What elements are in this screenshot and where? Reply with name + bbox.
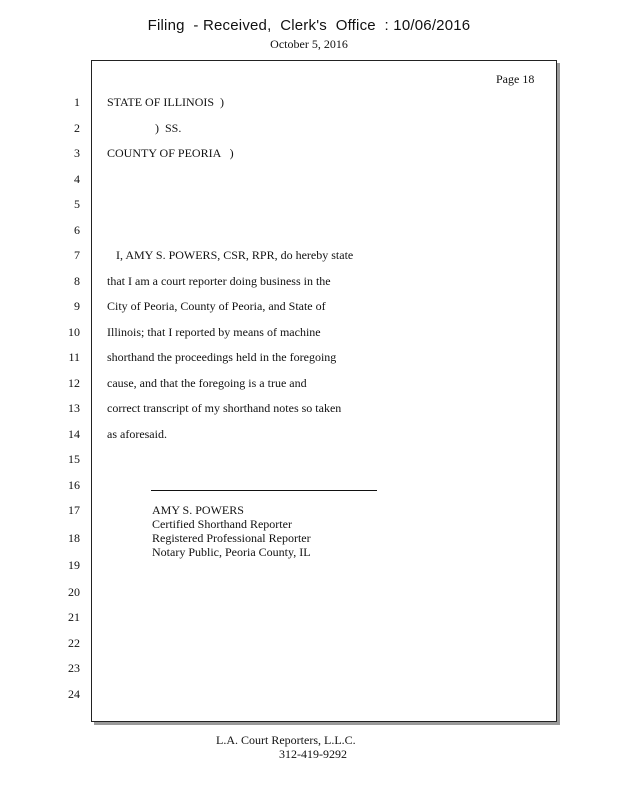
line-number: 12 bbox=[68, 376, 80, 390]
line-number: 14 bbox=[68, 427, 80, 441]
line-number: 24 bbox=[68, 687, 80, 701]
signer-title: Notary Public, Peoria County, IL bbox=[152, 545, 311, 559]
line-number: 8 bbox=[74, 274, 80, 288]
venue-county-line: COUNTY OF PEORIA ) bbox=[107, 146, 234, 160]
line-number: 21 bbox=[68, 610, 80, 624]
footer-phone: 312-419-9292 bbox=[279, 747, 347, 761]
line-number: 7 bbox=[74, 248, 80, 262]
line-number: 18 bbox=[68, 531, 80, 545]
signer-name: AMY S. POWERS bbox=[152, 503, 244, 517]
certificate-text-line: that I am a court reporter doing business in the bbox=[107, 274, 331, 288]
signer-title: Registered Professional Reporter bbox=[152, 531, 311, 545]
line-number: 19 bbox=[68, 558, 80, 572]
line-number: 13 bbox=[68, 401, 80, 415]
line-number: 2 bbox=[74, 121, 80, 135]
certificate-text-line: correct transcript of my shorthand notes so taken bbox=[107, 401, 342, 415]
venue-state-line: STATE OF ILLINOIS ) bbox=[107, 95, 225, 109]
page-number: Page 18 bbox=[496, 72, 535, 86]
document-date: October 5, 2016 bbox=[270, 37, 348, 51]
line-number: 9 bbox=[74, 299, 80, 313]
certificate-text-line: I, AMY S. POWERS, CSR, RPR, do hereby state bbox=[107, 248, 354, 262]
line-number: 4 bbox=[74, 172, 80, 186]
signature-line bbox=[151, 490, 377, 491]
certificate-text-line: as aforesaid. bbox=[107, 427, 167, 441]
filing-stamp: Filing - Received, Clerk's Office : 10/06/2016 bbox=[147, 17, 471, 34]
footer-company: L.A. Court Reporters, L.L.C. bbox=[216, 733, 356, 747]
venue-ss-line: ) SS. bbox=[107, 121, 182, 135]
signer-title: Certified Shorthand Reporter bbox=[152, 517, 292, 531]
line-number: 20 bbox=[68, 585, 80, 599]
line-number: 17 bbox=[68, 503, 80, 517]
line-number: 22 bbox=[68, 636, 80, 650]
line-number: 1 bbox=[74, 95, 80, 109]
line-number: 5 bbox=[74, 197, 80, 211]
line-number: 23 bbox=[68, 661, 80, 675]
certificate-text-line: shorthand the proceedings held in the foregoing bbox=[107, 350, 337, 364]
line-number: 16 bbox=[68, 478, 80, 492]
line-number: 3 bbox=[74, 146, 80, 160]
certificate-text-line: cause, and that the foregoing is a true and bbox=[107, 376, 307, 390]
line-number: 6 bbox=[74, 223, 80, 237]
line-number: 15 bbox=[68, 452, 80, 466]
certificate-text-line: City of Peoria, County of Peoria, and State of bbox=[107, 299, 326, 313]
line-number: 10 bbox=[68, 325, 80, 339]
certificate-text-line: Illinois; that I reported by means of machine bbox=[107, 325, 321, 339]
line-number: 11 bbox=[68, 350, 80, 364]
